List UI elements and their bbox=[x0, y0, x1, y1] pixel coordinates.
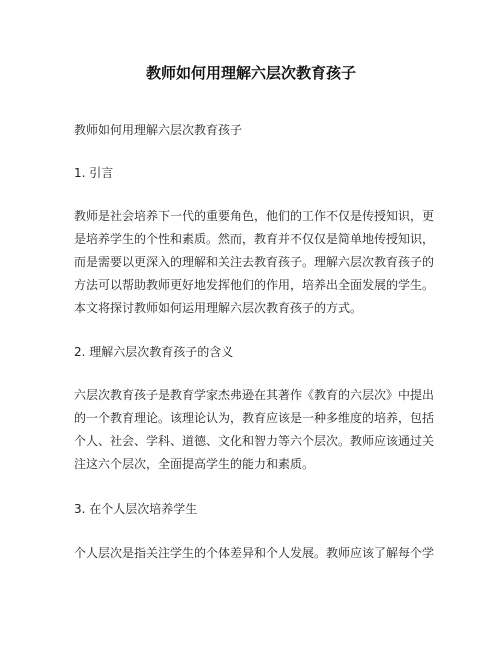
section-2-line: 个人、社会、学科、道德、文化和智力等六个层次。教师应该通过关 bbox=[74, 434, 435, 448]
document-subtitle: 教师如何用理解六层次教育孩子 bbox=[74, 123, 243, 137]
document-title: 教师如何用理解六层次教育孩子 bbox=[145, 64, 356, 82]
section-2-line: 的一个教育理论。该理论认为，教育应该是一种多维度的培养，包括 bbox=[74, 411, 435, 425]
section-3-line: 个人层次是指关注学生的个体差异和个人发展。教师应该了解每个学 bbox=[74, 546, 435, 560]
section-1-heading: 1. 引言 bbox=[74, 166, 114, 180]
section-1-line: 教师是社会培养下一代的重要角色，他们的工作不仅是传授知识，更 bbox=[74, 209, 435, 223]
section-1-line: 是培养学生的个性和素质。然而，教育并不仅仅是简单地传授知识， bbox=[74, 232, 435, 246]
section-1-line: 本文将探讨教师如何运用理解六层次教育孩子的方式。 bbox=[74, 301, 363, 315]
section-2-line: 注这六个层次，全面提高学生的能力和素质。 bbox=[74, 457, 315, 471]
section-2-line: 六层次教育孩子是教育学家杰弗逊在其著作《教育的六层次》中提出 bbox=[74, 388, 435, 402]
section-1-line: 而是需要以更深入的理解和关注去教育孩子。理解六层次教育孩子的 bbox=[74, 255, 435, 269]
section-3-heading: 3. 在个人层次培养学生 bbox=[74, 502, 198, 516]
section-1-line: 方法可以帮助教师更好地发挥他们的作用，培养出全面发展的学生。 bbox=[74, 278, 435, 292]
section-2-heading: 2. 理解六层次教育孩子的含义 bbox=[74, 345, 234, 359]
